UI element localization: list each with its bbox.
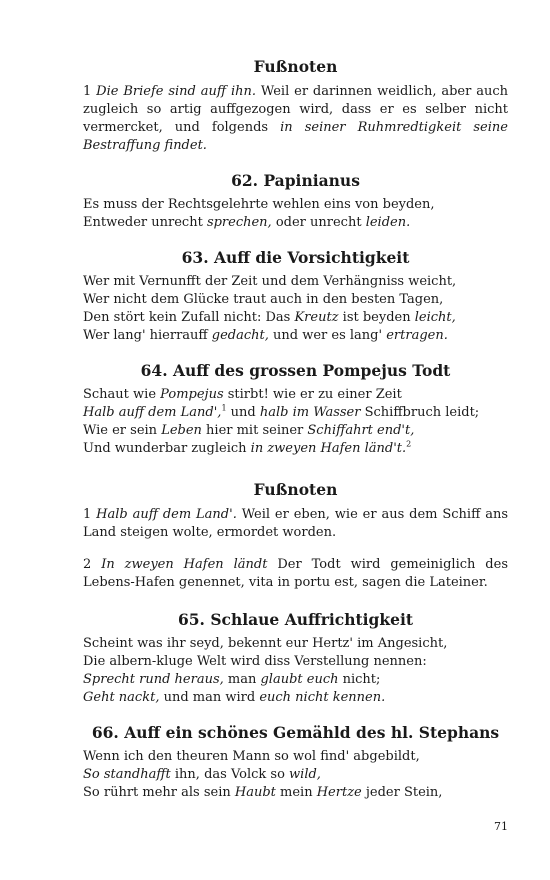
verse-line: So standhafft ihn, das Volck so wild, — [83, 767, 321, 782]
verse-line: Sprecht rund heraus, man glaubt euch nicht; — [83, 672, 381, 687]
footnote-1: 1 Halb auff dem Land'. Weil er eben, wie er aus dem Schiff ans Land steigen wolte, ermordet worden. — [83, 507, 508, 540]
verse-line: Scheint was ihr seyd, bekennt eur Hertz' im Angesicht, — [83, 636, 448, 651]
verse-line: Geht nackt, und man wird euch nicht kennen. — [83, 690, 386, 705]
verse-line: Wer lang' hierrauff gedacht, und wer es lang' ertragen. — [83, 328, 448, 343]
verse-line: Wer mit Vernunfft der Zeit und dem Verhängniss weicht, — [83, 274, 457, 289]
poem-62 — [83, 196, 508, 232]
verse-line: Wie er sein Leben hier mit seiner Schiffahrt end't, — [83, 423, 415, 438]
poem-64 — [83, 386, 508, 458]
verse-line: Schaut wie Pompejus stirbt! wie er zu einer Zeit — [83, 387, 402, 402]
footnotes-heading: Fußnoten — [253, 480, 338, 499]
verse-line: Wenn ich den theuren Mann so wol find' abgebildt, — [83, 749, 420, 764]
footnote-ref-2: 2 — [406, 439, 412, 449]
verse-line: Wer nicht dem Glücke traut auch in den besten Tagen, — [83, 292, 444, 307]
page-number: 71 — [494, 820, 508, 833]
verse-line: Den stört kein Zufall nicht: Das Kreutz ist beyden leicht, — [83, 310, 456, 325]
poem-title-66: 66. Auff ein schönes Gemähld des hl. Stephans — [91, 723, 500, 742]
poem-63 — [83, 273, 508, 345]
footnote-2: 2 In zweyen Hafen ländt Der Todt wird gemeiniglich des Lebens-Hafen genennet, vita in portu est, sagen die Lateiner. — [83, 557, 508, 590]
poem-title-63: 63. Auff die Vorsichtigkeit — [181, 248, 410, 267]
verse-line: So rührt mehr als sein Haubt mein Hertze jeder Stein, — [83, 785, 443, 800]
verse-line: Entweder unrecht sprechen, oder unrecht leiden. — [83, 215, 411, 230]
poem-title-64: 64. Auff des grossen Pompejus Todt — [140, 361, 451, 380]
verse-line: Die albern-kluge Welt wird diss Verstellung nennen: — [83, 654, 427, 669]
footnotes-heading: Fußnoten — [253, 57, 338, 76]
poem-title-65: 65. Schlaue Auffrichtigkeit — [177, 610, 414, 629]
poem-title-62: 62. Papinianus — [231, 171, 360, 190]
footnote-1: 1 Die Briefe sind auff ihn. Weil er darinnen weidlich, aber auch zugleich so artig auffgezogen wird, dass er es selber nicht vermercket, und folgends in seiner Ruhmredtigkeit seine Bestraffung findet. — [83, 84, 508, 153]
footnote-ref-1: 1 — [221, 403, 227, 413]
verse-line: Es muss der Rechtsgelehrte wehlen eins von beyden, — [83, 197, 435, 212]
verse-line: Halb auff dem Land',$^1$ und halb im Wasser Schiffbruch leidt; — [83, 403, 480, 420]
poem-65 — [83, 635, 508, 707]
poem-66 — [83, 748, 508, 802]
verse-line: Und wunderbar zugleich in zweyen Hafen länd't.$^2$ — [83, 439, 412, 456]
